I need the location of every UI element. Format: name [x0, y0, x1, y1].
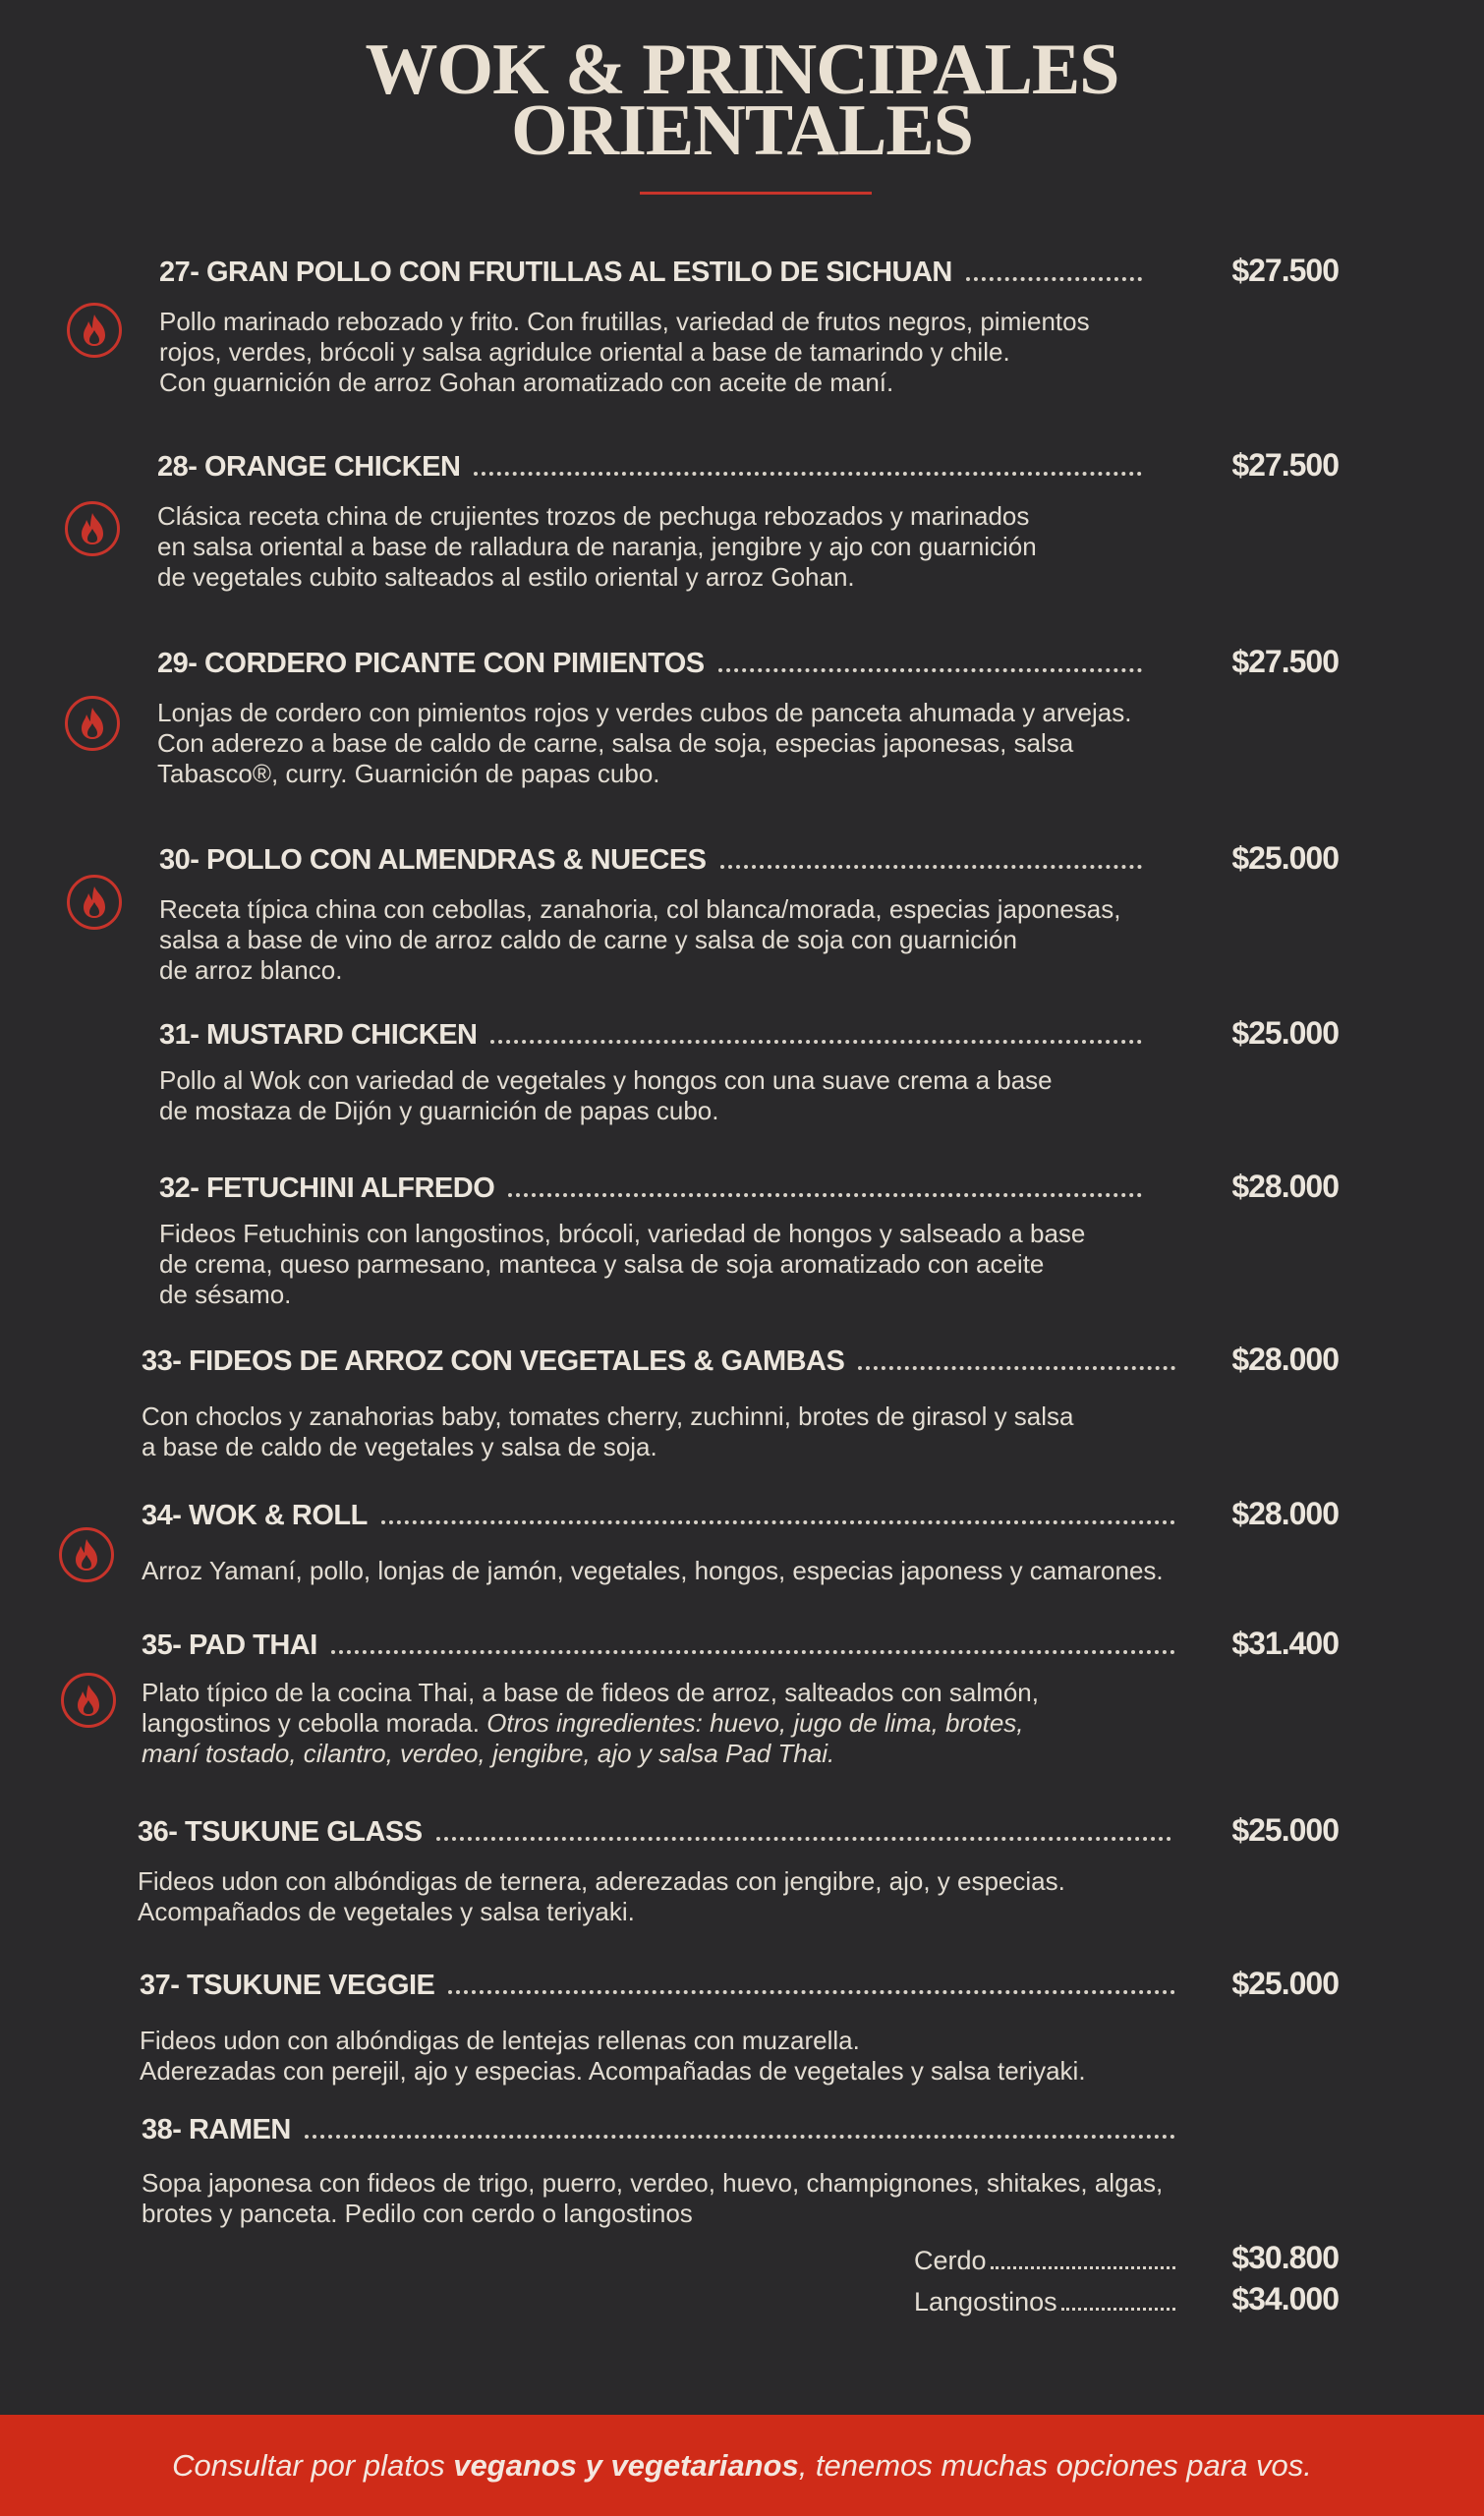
menu-item-35: [142, 1623, 1339, 1780]
item-name-row: [159, 837, 1142, 877]
item-name-row: [138, 1809, 1171, 1849]
item-description: Sopa japonesa con fideos de trigo, puerro, verdeo, huevo, champignones, shitakes, algas, brotes y panceta. Pedilo con cerdo o langostinos: [142, 2168, 1164, 2228]
menu-item-31: [159, 1012, 1339, 1130]
item-price: $25.000: [1231, 1966, 1339, 2001]
item-description: Fideos udon con albóndigas de lentejas rellenas con muzarella. Aderezadas con perejil, ajo y especias. Acompañadas de vegetales y salsa teriyaki.: [140, 2026, 1086, 2086]
item-name: 36- TSUKUNE GLASS: [138, 1816, 423, 1848]
page-title-line-2: ORIENTALES: [511, 90, 973, 171]
footer-text: [172, 2448, 1312, 2484]
menu-item-36: [138, 1809, 1339, 1937]
item-name-row: [142, 1493, 1175, 1532]
footer-text-after: , tenemos muchas opciones para vos.: [798, 2447, 1312, 2483]
chili-flame-icon: [67, 303, 122, 358]
item-name: 33- FIDEOS DE ARROZ CON VEGETALES & GAMBAS: [142, 1345, 845, 1377]
item-name: 31- MUSTARD CHICKEN: [159, 1019, 478, 1051]
item-description: Arroz Yamaní, pollo, lonjas de jamón, vegetales, hongos, especias japoness y camarones.: [142, 1556, 1164, 1585]
leader-dots: [490, 1040, 1142, 1044]
item-name: 30- POLLO CON ALMENDRAS & NUECES: [159, 844, 707, 876]
menu-item-29: [157, 641, 1339, 798]
menu-item-38: [142, 2107, 1339, 2228]
leader-dots: [508, 1193, 1142, 1197]
title-divider: [640, 192, 872, 195]
leader-dots: [858, 1366, 1175, 1370]
page-title-line-1: WOK & PRINCIPALES: [365, 29, 1119, 110]
menu-item-32: [159, 1166, 1339, 1309]
leader-dots: [474, 472, 1142, 476]
leader-dots: [331, 1650, 1175, 1654]
leader-dots: [305, 2135, 1175, 2139]
item-price: $28.000: [1231, 1496, 1339, 1531]
item-description: Lonjas de cordero con pimientos rojos y verdes cubos de panceta ahumada y arvejas. Con aderezo a base de caldo de carne, salsa de soja, especias japonesas, salsa Tabasco®, curry. Guarnición de papas cubo.: [157, 698, 1132, 788]
chili-flame-icon: [67, 875, 122, 930]
item-price: $25.000: [1231, 1015, 1339, 1051]
item-name: 35- PAD THAI: [142, 1630, 317, 1661]
menu-item-33: [142, 1339, 1339, 1466]
leader-dots: [1061, 2308, 1175, 2311]
menu-item-37: [140, 1963, 1339, 2090]
item-price: $27.500: [1231, 447, 1339, 483]
item-name: 34- WOK & ROLL: [142, 1500, 368, 1531]
chili-flame-icon: [61, 1673, 116, 1728]
leader-dots: [718, 668, 1142, 672]
menu-item-30: [159, 837, 1339, 995]
leader-dots: [720, 865, 1142, 869]
item-description: [142, 1678, 1039, 1769]
item-price: $27.500: [1231, 253, 1339, 288]
item-name-row: [142, 1623, 1175, 1662]
leader-dots: [991, 2266, 1175, 2269]
option-label: Cerdo: [914, 2246, 987, 2275]
option-label: Langostinos: [914, 2287, 1057, 2316]
item-name: 29- CORDERO PICANTE CON PIMIENTOS: [157, 648, 705, 679]
item-description-italic: Otros ingredientes: huevo, jugo de lima, brotes, maní tostado, cilantro, verdeo, jengibre, ajo y salsa Pad Thai.: [142, 1708, 1024, 1768]
item-description-text: Plato típico de la cocina Thai, a base de fideos de arroz, salteados con salmón, langostinos y cebolla morada.: [142, 1678, 1039, 1738]
item-name-row: [157, 641, 1142, 680]
page-title: [0, 29, 1484, 171]
item-price: $27.500: [1231, 644, 1339, 679]
item-name: 27- GRAN POLLO CON FRUTILLAS AL ESTILO DE SICHUAN: [159, 257, 952, 288]
chili-flame-icon: [65, 696, 120, 751]
item-name: 32- FETUCHINI ALFREDO: [159, 1172, 495, 1204]
item-name: 37- TSUKUNE VEGGIE: [140, 1970, 435, 2001]
item-description: Fideos udon con albóndigas de ternera, aderezadas con jengibre, ajo, y especias. Acompañados de vegetales y salsa teriyaki.: [138, 1866, 1065, 1926]
chili-flame-icon: [65, 501, 120, 556]
item-name-row: [159, 1166, 1142, 1205]
leader-dots: [436, 1837, 1171, 1841]
item-name-row: [157, 444, 1142, 484]
leader-dots: [448, 1990, 1175, 1994]
item-description: Pollo al Wok con variedad de vegetales y hongos con una suave crema a base de mostaza de Dijón y guarnición de papas cubo.: [159, 1065, 1053, 1125]
item-description: Con choclos y zanahorias baby, tomates cherry, zuchinni, brotes de girasol y salsa a base de caldo de vegetales y salsa de soja.: [142, 1401, 1074, 1461]
item-name-row: [142, 2107, 1175, 2146]
option-label-row: [914, 2246, 1175, 2276]
ramen-option-langostinos: [914, 2282, 1339, 2317]
item-description: Clásica receta china de crujientes trozos de pechuga rebozados y marinados en salsa oriental a base de ralladura de naranja, jengibre y ajo con guarnición de vegetales cubito salteados al estilo oriental y arroz Gohan.: [157, 501, 1037, 592]
item-description: Pollo marinado rebozado y frito. Con frutillas, variedad de frutos negros, pimientos rojos, verdes, brócoli y salsa agridulce oriental a base de tamarindo y chile. Con guarnición de arroz Gohan aromatizado con aceite de maní.: [159, 307, 1090, 397]
item-description: Fideos Fetuchinis con langostinos, brócoli, variedad de hongos y salseado a base de crema, queso parmesano, manteca y salsa de soja aromatizado con aceite de sésamo.: [159, 1219, 1086, 1309]
footer-text-bold: veganos y vegetarianos: [453, 2447, 799, 2483]
menu-item-34: [142, 1493, 1339, 1591]
item-name: 38- RAMEN: [142, 2114, 291, 2145]
menu-item-28: [157, 444, 1339, 601]
item-name-row: [159, 1012, 1142, 1052]
item-price: $25.000: [1231, 1812, 1339, 1848]
menu-item-27: [159, 250, 1339, 407]
item-name-row: [159, 250, 1142, 289]
leader-dots: [381, 1520, 1175, 1524]
chili-flame-icon: [59, 1527, 114, 1582]
leader-dots: [966, 277, 1142, 281]
item-name-row: [142, 1339, 1175, 1378]
item-price: $28.000: [1231, 1169, 1339, 1204]
item-description: Receta típica china con cebollas, zanahoria, col blanca/morada, especias japonesas, salsa a base de vino de arroz caldo de carne y salsa de soja con guarnición de arroz blanco.: [159, 894, 1121, 985]
option-price: $34.000: [1231, 2281, 1339, 2316]
item-name: 28- ORANGE CHICKEN: [157, 451, 461, 483]
footer-banner: [0, 2415, 1484, 2516]
option-price: $30.800: [1231, 2240, 1339, 2275]
footer-text-before: Consultar por platos: [172, 2447, 454, 2483]
item-price: $25.000: [1231, 840, 1339, 876]
ramen-option-cerdo: [914, 2241, 1339, 2276]
item-price: $28.000: [1231, 1342, 1339, 1377]
option-label-row: [914, 2287, 1175, 2317]
item-price: $31.400: [1231, 1626, 1339, 1661]
item-name-row: [140, 1963, 1175, 2002]
